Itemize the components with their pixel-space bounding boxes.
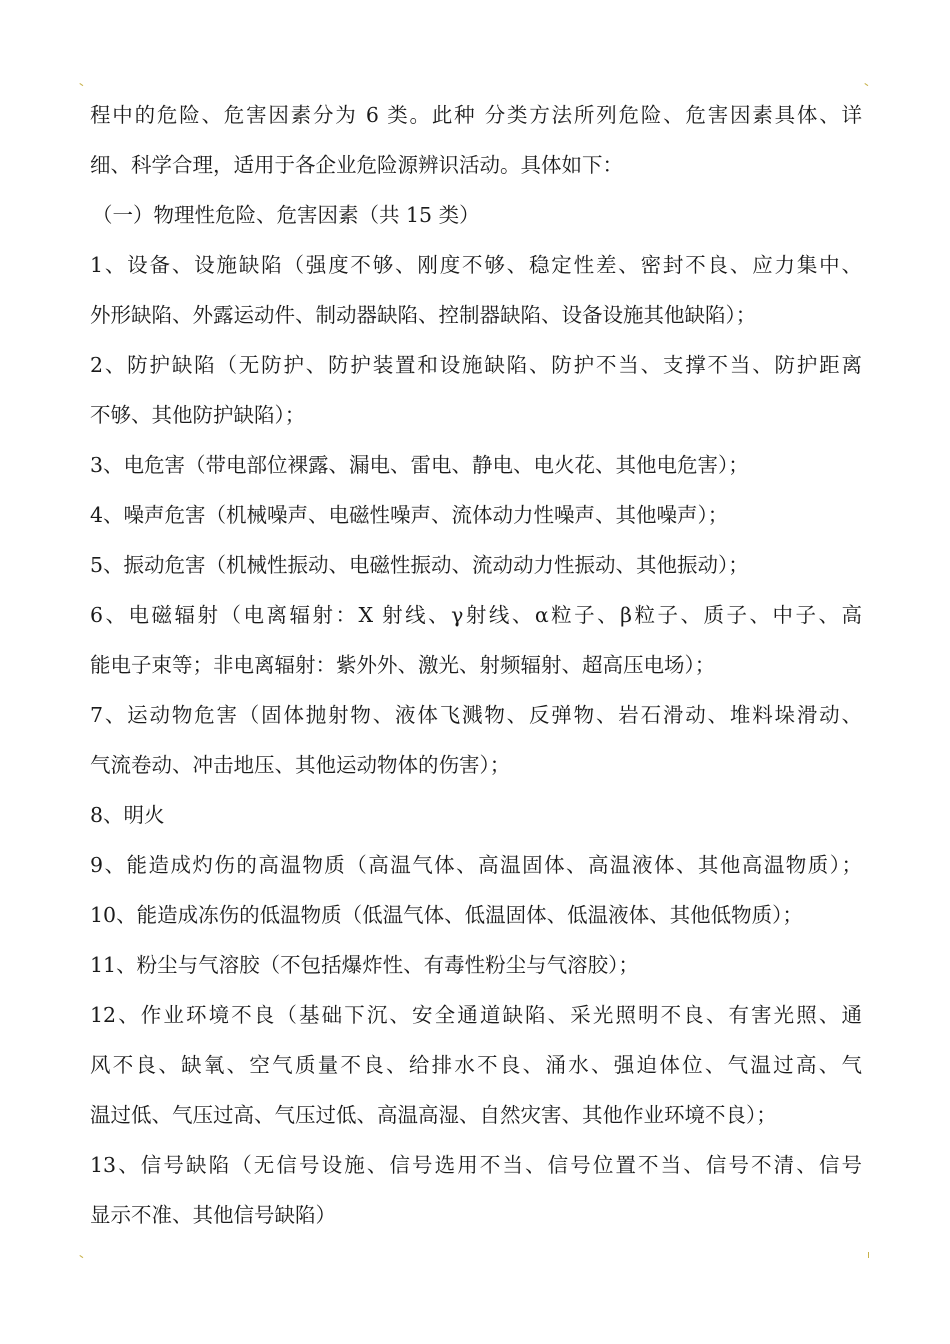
list-item-line: 7、运动物危害（固体抛射物、液体飞溅物、反弹物、岩石滑动、堆料垛滑动、 <box>90 703 862 727</box>
list-item-line: 温过低、气压过高、气压过低、高温高湿、自然灾害、其他作业环境不良）； <box>90 1103 777 1127</box>
list-item-line: 6、电磁辐射（电离辐射：X 射线、γ射线、α粒子、β粒子、质子、中子、高 <box>90 603 862 627</box>
list-item-line: 外形缺陷、外露运动件、制动器缺陷、控制器缺陷、设备设施其他缺陷）； <box>90 303 757 327</box>
list-item-line: 5、振动危害（机械性振动、电磁性振动、流动动力性振动、其他振动）； <box>90 553 749 577</box>
document-body <box>90 90 862 1240</box>
corner-crop-mark <box>80 1255 86 1261</box>
corner-crop-mark <box>865 83 871 89</box>
list-item-line: 显示不准、其他信号缺陷） <box>90 1203 336 1227</box>
list-item-line: 不够、其他防护缺陷）； <box>90 403 306 427</box>
list-item-line: 13、信号缺陷（无信号设施、信号选用不当、信号位置不当、信号不清、信号 <box>90 1153 862 1177</box>
paragraph-line: 细、科学合理，适用于各企业危险源辨识活动。具体如下： <box>90 153 623 177</box>
corner-crop-mark <box>80 83 86 89</box>
list-item-line: 1、设备、设施缺陷（强度不够、刚度不够、稳定性差、密封不良、应力集中、 <box>90 253 862 277</box>
section-heading: （一）物理性危险、危害因素（共 15 类） <box>92 203 480 227</box>
list-item-line: 12、作业环境不良（基础下沉、安全通道缺陷、采光照明不良、有害光照、通 <box>90 1003 862 1027</box>
list-item-line: 3、电危害（带电部位裸露、漏电、雷电、静电、电火花、其他电危害）； <box>90 453 749 477</box>
corner-crop-mark <box>868 1252 874 1258</box>
list-item-line: 4、噪声危害（机械噪声、电磁性噪声、流体动力性噪声、其他噪声）； <box>90 503 729 527</box>
list-item-line: 10、能造成冻伤的低温物质（低温气体、低温固体、低温液体、其他低物质）； <box>90 903 803 927</box>
list-item-line: 气流卷动、冲击地压、其他运动物体的伤害）； <box>90 753 511 777</box>
list-item-line: 能电子束等；非电离辐射：紫外外、激光、射频辐射、超高压电场）； <box>90 653 716 677</box>
list-item-line: 9、能造成灼伤的高温物质（高温气体、高温固体、高温液体、其他高温物质）； <box>90 853 862 877</box>
list-item-line: 2、防护缺陷（无防护、防护装置和设施缺陷、防护不当、支撑不当、防护距离 <box>90 353 862 377</box>
paragraph-line: 程中的危险、危害因素分为 6 类。此种 分类方法所列危险、危害因素具体、详 <box>90 103 862 127</box>
list-item-line: 11、粉尘与气溶胶（不包括爆炸性、有毒性粉尘与气溶胶）； <box>90 953 639 977</box>
list-item-line: 8、明火 <box>90 803 165 827</box>
list-item-line: 风不良、缺氧、空气质量不良、给排水不良、涌水、强迫体位、气温过高、气 <box>90 1053 862 1077</box>
